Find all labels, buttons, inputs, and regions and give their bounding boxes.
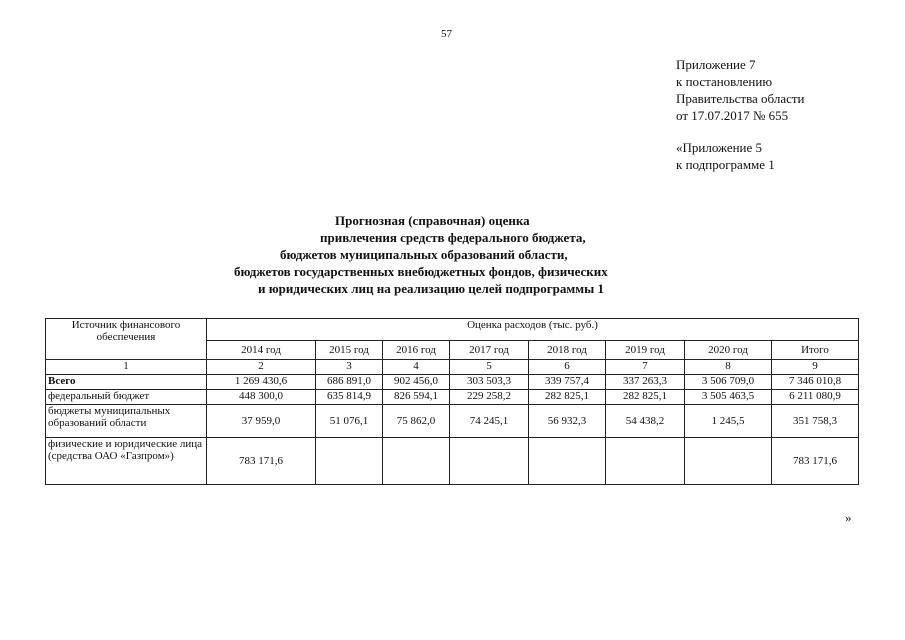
cell-value [606, 438, 685, 485]
appendix-line: Приложение 7 [676, 57, 756, 72]
page-number: 57 [441, 28, 452, 40]
sub-appendix-block [676, 139, 775, 173]
cell-value: 37 959,0 [207, 405, 316, 438]
cell-value [685, 438, 772, 485]
column-number: 2 [207, 360, 316, 375]
cell-value: 56 932,3 [529, 405, 606, 438]
cell-value: 75 862,0 [383, 405, 450, 438]
closing-quote: » [845, 510, 852, 525]
financing-table [45, 318, 859, 485]
document-title [230, 212, 710, 297]
year-header: 2019 год [606, 341, 685, 360]
column-number: 9 [772, 360, 859, 375]
cell-value [529, 438, 606, 485]
title-line: бюджетов государственных внебюджетных фондов, физических [234, 264, 608, 279]
title-line: бюджетов муниципальных образований области, [280, 247, 568, 262]
cell-value: 6 211 080,9 [772, 390, 859, 405]
cell-value: 282 825,1 [529, 390, 606, 405]
column-number: 6 [529, 360, 606, 375]
source-header: Источник финансового обеспечения [46, 319, 207, 360]
column-number: 1 [46, 360, 207, 375]
cell-value: 635 814,9 [316, 390, 383, 405]
cell-value: 3 506 709,0 [685, 375, 772, 390]
year-header: 2014 год [207, 341, 316, 360]
column-number: 4 [383, 360, 450, 375]
row-label: федеральный бюджет [46, 390, 207, 405]
table-row [46, 438, 859, 485]
column-number: 8 [685, 360, 772, 375]
row-label: бюджеты муниципальных образований области [46, 405, 207, 438]
title-line: и юридических лиц на реализацию целей подпрограммы 1 [258, 281, 604, 296]
cell-value: 3 505 463,5 [685, 390, 772, 405]
cell-value: 54 438,2 [606, 405, 685, 438]
appendix-line: Правительства области [676, 91, 805, 106]
cell-value [316, 438, 383, 485]
title-line: привлечения средств федерального бюджета, [320, 230, 586, 245]
row-label: Всего [46, 375, 207, 390]
cell-value: 783 171,6 [772, 438, 859, 485]
row-label: физические и юридические лица (средства ОАО «Газпром») [46, 438, 207, 485]
column-number: 3 [316, 360, 383, 375]
cell-value: 448 300,0 [207, 390, 316, 405]
estimate-header: Оценка расходов (тыс. руб.) [207, 319, 859, 341]
appendix-line: от 17.07.2017 № 655 [676, 108, 789, 123]
cell-value: 1 269 430,6 [207, 375, 316, 390]
cell-value: 337 263,3 [606, 375, 685, 390]
cell-value: 902 456,0 [383, 375, 450, 390]
year-header: Итого [772, 341, 859, 360]
year-header: 2020 год [685, 341, 772, 360]
cell-value: 51 076,1 [316, 405, 383, 438]
column-number: 7 [606, 360, 685, 375]
cell-value: 7 346 010,8 [772, 375, 859, 390]
cell-value: 351 758,3 [772, 405, 859, 438]
appendix-line: к постановлению [676, 74, 773, 89]
table-row [46, 375, 859, 390]
cell-value: 229 258,2 [450, 390, 529, 405]
cell-value: 303 503,3 [450, 375, 529, 390]
year-header: 2016 год [383, 341, 450, 360]
year-header: 2018 год [529, 341, 606, 360]
appendix-block [676, 56, 805, 124]
cell-value: 74 245,1 [450, 405, 529, 438]
cell-value: 282 825,1 [606, 390, 685, 405]
table-row [46, 405, 859, 438]
appendix-line: «Приложение 5 [676, 140, 763, 155]
cell-value: 1 245,5 [685, 405, 772, 438]
column-number-row [46, 360, 859, 375]
title-line: Прогнозная (справочная) оценка [335, 213, 530, 228]
cell-value: 339 757,4 [529, 375, 606, 390]
table-header-row [46, 319, 859, 341]
year-header: 2015 год [316, 341, 383, 360]
cell-value: 686 891,0 [316, 375, 383, 390]
cell-value: 826 594,1 [383, 390, 450, 405]
year-header: 2017 год [450, 341, 529, 360]
cell-value: 783 171,6 [207, 438, 316, 485]
column-number: 5 [450, 360, 529, 375]
table-row [46, 390, 859, 405]
cell-value [450, 438, 529, 485]
appendix-line: к подпрограмме 1 [676, 157, 775, 172]
cell-value [383, 438, 450, 485]
